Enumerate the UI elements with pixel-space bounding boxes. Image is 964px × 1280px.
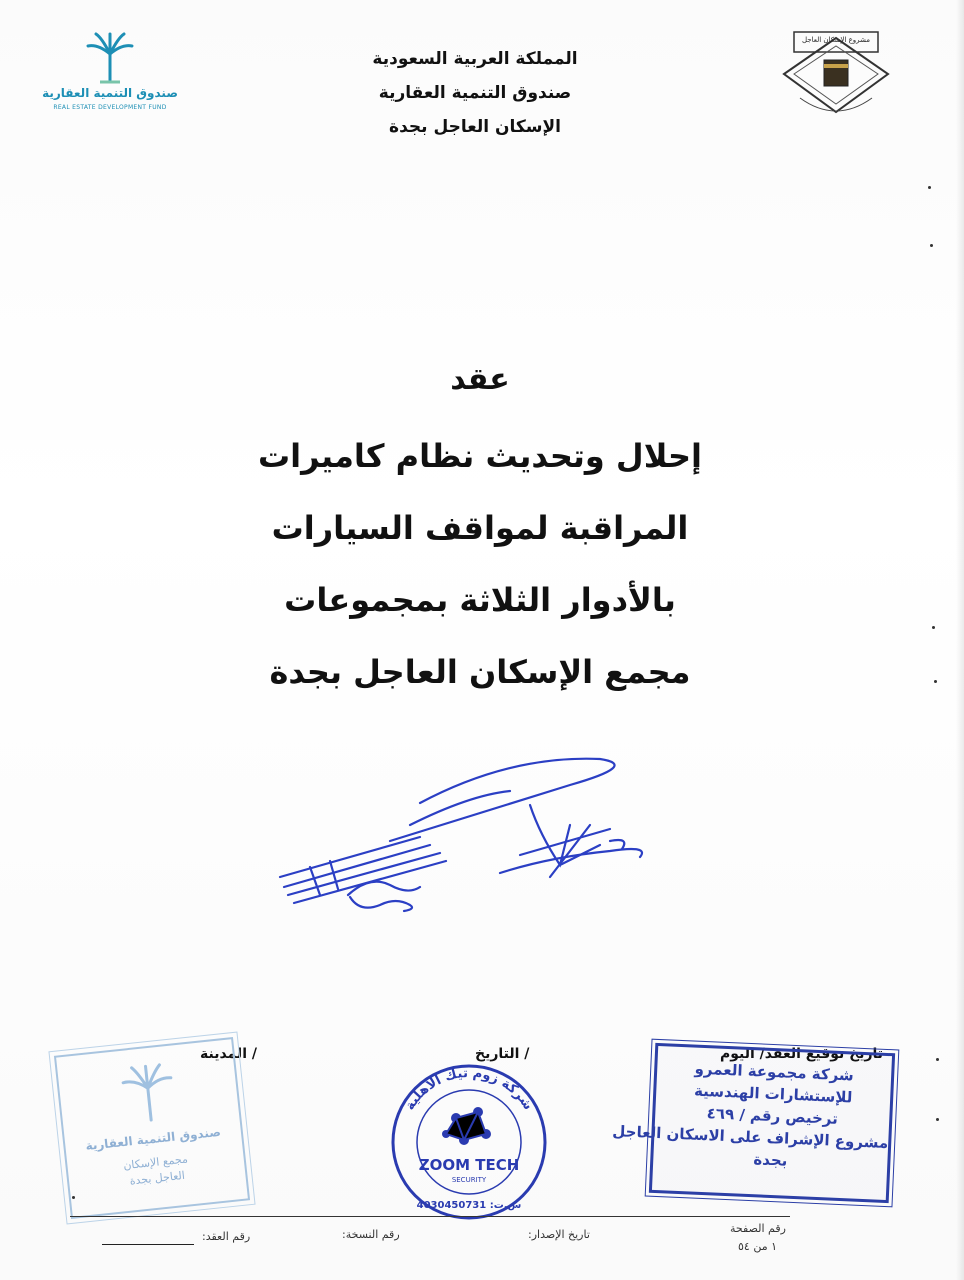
faded-palm-emblem-icon [56, 1039, 239, 1137]
redf-logo-arabic-name: صندوق التنمية العقارية [42, 86, 178, 100]
redf-logo-english-name: REAL ESTATE DEVELOPMENT FUND [53, 104, 167, 111]
title-line-4: مجمع الإسكان العاجل بجدة [269, 653, 691, 691]
consultant-stamp-line-2: للإستشارات الهندسية [693, 1081, 853, 1107]
consultant-stamp-line-4: مشروع الإشراف على الاسكان العاجل [611, 1122, 889, 1153]
date-field-label: / التاريخ [475, 1046, 530, 1062]
project-seal [780, 28, 892, 116]
sign-date-field-label: تاريخ توقيع العقد/ اليوم [720, 1046, 884, 1062]
consultant-stamp-line-3: ترخيص رقم / ٤٦٩ [706, 1104, 839, 1128]
scan-speck [72, 1196, 75, 1199]
palm-emblem-icon [40, 30, 180, 86]
zoom-stamp-cr: 4030450731 :س.ت [416, 1200, 522, 1211]
consultant-stamp-line-1: شركة مجموعة العمرو [694, 1059, 855, 1085]
title-line-2: المراقبة لمواقف السيارات [271, 509, 689, 547]
faded-stamp-line-1: صندوق التنمية العقارية [84, 1124, 222, 1154]
scan-speck [936, 1118, 939, 1121]
zoom-tech-seal-icon [374, 1062, 564, 1222]
page-edge-shadow [956, 0, 964, 1280]
contract-word: عقد [450, 362, 510, 397]
faded-fund-stamp [54, 1037, 250, 1219]
page-number: ١ من ٥٤ [738, 1240, 778, 1253]
contract-number-label: رقم العقد: [202, 1230, 251, 1243]
zoom-stamp-sub: SECURITY [451, 1176, 487, 1184]
copy-number-label: رقم النسخة: [342, 1228, 400, 1241]
zoom-stamp-arc-text: شركة زوم تيك الأهلية [402, 1065, 536, 1113]
header-project: الإسكان العاجل بجدة [389, 117, 561, 137]
redf-logo [40, 30, 180, 125]
header-kingdom: المملكة العربية السعودية [372, 49, 578, 69]
zoom-stamp-brand: ZOOM TECH [418, 1156, 520, 1174]
handwritten-signatures [270, 745, 670, 925]
scan-speck [928, 186, 931, 189]
scan-speck [932, 626, 935, 629]
government-header [330, 42, 620, 144]
page-number-label: رقم الصفحة [730, 1222, 786, 1235]
scan-speck [930, 244, 933, 247]
consultant-stamp-line-5: بجدة [753, 1150, 788, 1170]
header-fund: صندوق التنمية العقارية [378, 83, 572, 103]
scan-speck [934, 680, 937, 683]
seal-top-text: مشروع الإسكان العاجل [801, 36, 871, 44]
title-line-1: إحلال وتحديث نظام كاميرات [257, 437, 703, 475]
footer-rule [70, 1216, 790, 1217]
contract-number-blank [102, 1244, 194, 1245]
faded-stamp-line-2: مجمع الإسكان [122, 1152, 189, 1173]
title-line-3: بالأدوار الثلاثة بمجموعات [284, 581, 676, 619]
issue-date-label: تاريخ الإصدار: [528, 1228, 590, 1241]
faded-stamp-line-3: العاجل بجدة [129, 1168, 186, 1188]
signatures-area [270, 745, 670, 925]
zoom-tech-stamp [374, 1062, 564, 1222]
city-field-label: / المدينة [200, 1046, 257, 1062]
scan-speck [936, 1058, 939, 1061]
contract-title-block [230, 350, 730, 708]
consultant-stamp [611, 1043, 895, 1203]
